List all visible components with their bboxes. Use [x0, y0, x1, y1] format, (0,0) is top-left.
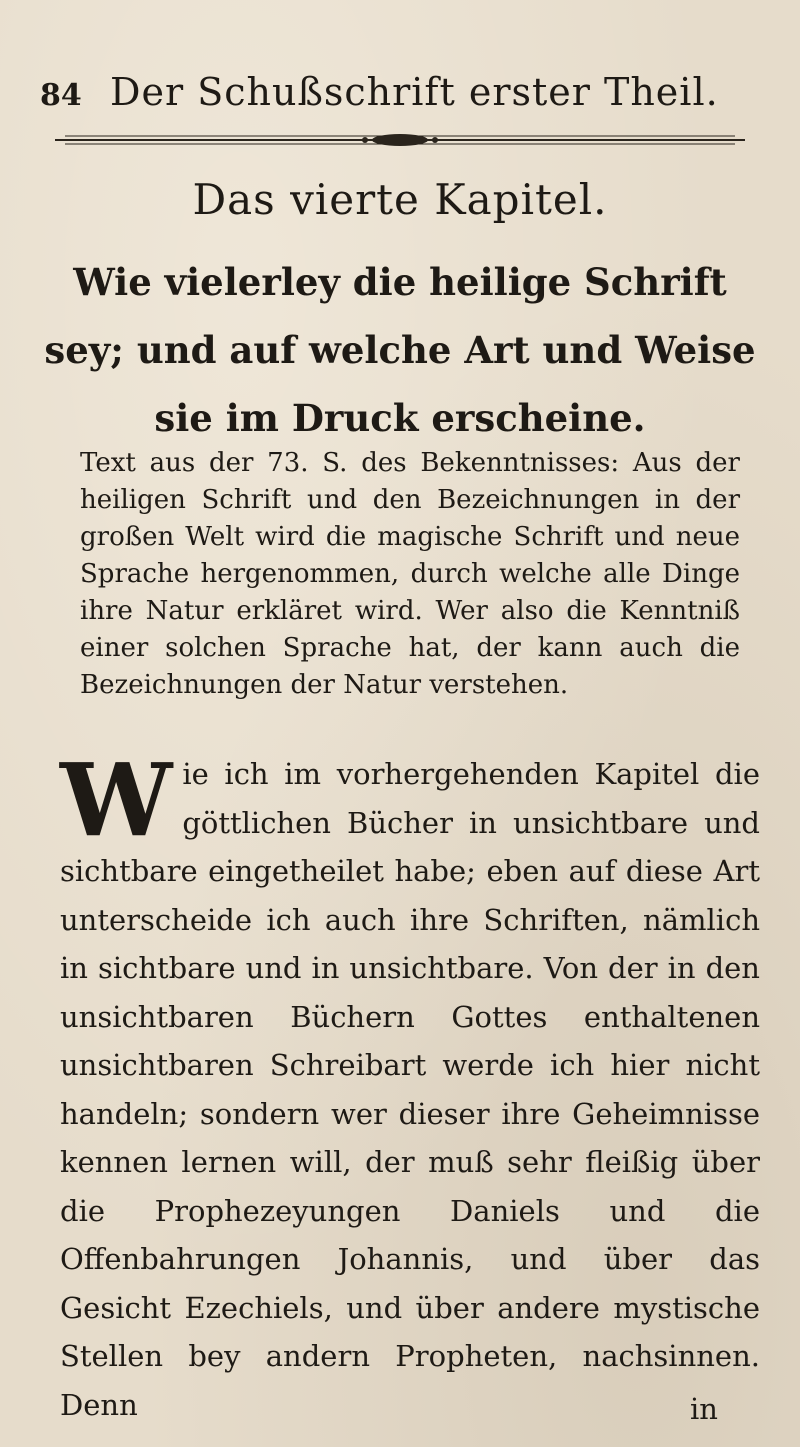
- running-head: Der Schußschrift erster Theil.: [110, 70, 719, 114]
- ornamental-rule: [55, 133, 745, 147]
- body-paragraph: [60, 741, 760, 1429]
- chapter-heading: Wie vielerley die heilige Schrift sey; und auf welche Art und Weise sie im Druck erscheine.: [44, 260, 756, 440]
- body-paragraph-text: ie ich im vorhergehenden Kapitel die göttlichen Bücher in unsichtbare und sichtbare eingetheilet habe; eben auf diese Art unterscheide ich auch ihre Schriften, nämlich in sichtbare und in unsichtbare. Von der in den unsichtbaren Büchern Gottes enthaltenen unsichtbaren Schreibart werde ich hier nicht handeln; sondern wer dieser ihre Geheimnisse kennen lernen will, der muß sehr fleißig über die Prophezeyungen Daniels und die Offenbahrungen Johannis, und über das Gesicht Ezechiels, und über andere mystische Stellen bey andern Propheten, nachsinnen. Denn: [60, 757, 760, 1422]
- catchword: in: [690, 1392, 718, 1426]
- page-number: 84: [40, 78, 82, 113]
- chapter-summary: Text aus der 73. S. des Bekenntnisses: Aus der heiligen Schrift und den Bezeichnungen in der großen Welt wird die magische Schrift und neue Sprache hergenommen, durch welche alle Dinge ihre Natur erkläret wird. Wer also die Kenntniß einer solchen Sprache hat, der kann auch die Bezeichnungen der Natur verstehen.: [80, 448, 740, 700]
- page-header: [40, 70, 740, 120]
- drop-cap: W: [60, 741, 173, 859]
- ornament-divider-icon: [55, 133, 745, 147]
- chapter-title: Das vierte Kapitel.: [192, 175, 608, 224]
